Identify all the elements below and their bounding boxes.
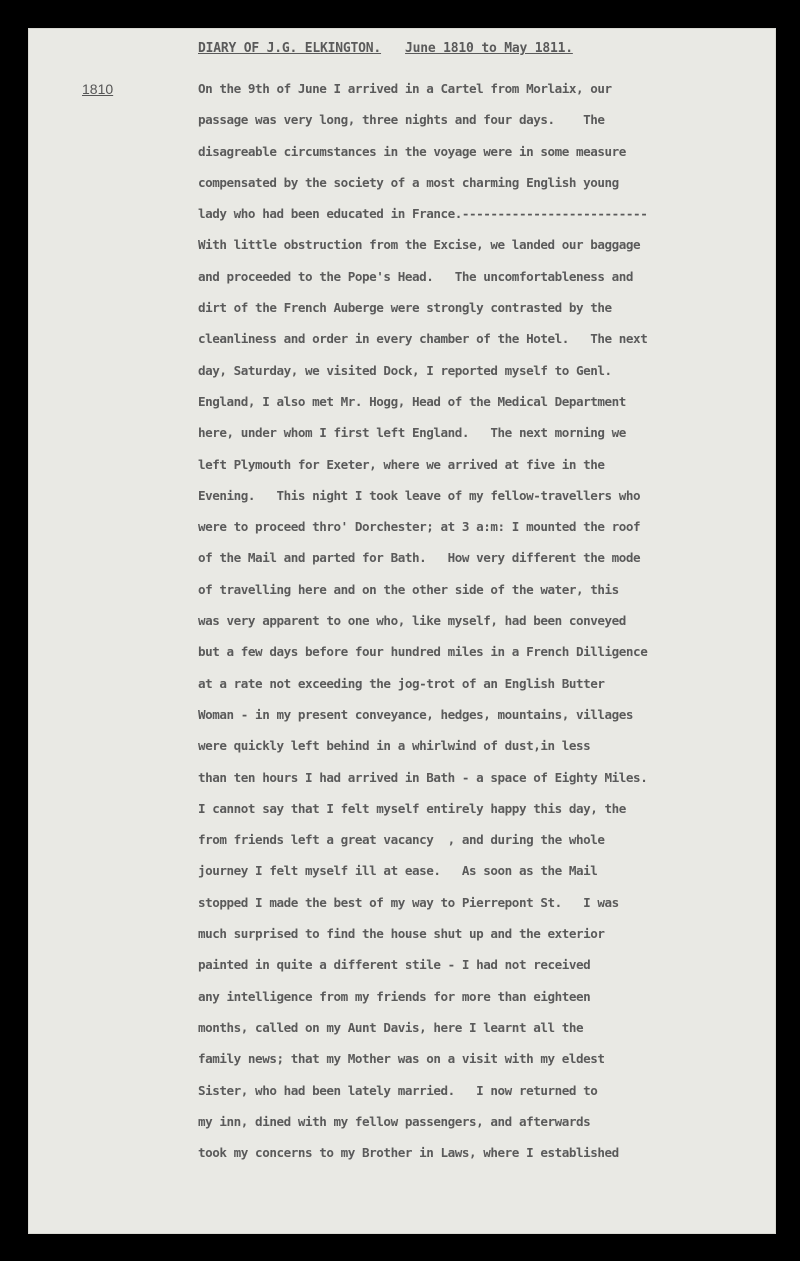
text-line: cleanliness and order in every chamber of the Hotel. The next — [198, 331, 648, 347]
text-line: On the 9th of June I arrived in a Cartel from Morlaix, our — [198, 81, 612, 96]
text-line: compensated by the society of a most charming English young — [198, 174, 619, 190]
text-line: day, Saturday, we visited Dock, I reported myself to Genl. — [198, 362, 612, 378]
text-line: at a rate not exceeding the jog-trot of an English Butter — [198, 675, 605, 691]
text-line: were to proceed thro' Dorchester; at 3 a:m: I mounted the roof — [198, 519, 641, 535]
text-line: months, called on my Aunt Davis, here I learnt all the — [198, 1019, 584, 1035]
text-line: of travelling here and on the other side of the water, this — [198, 581, 619, 597]
text-line: took my concerns to my Brother in Laws, where I established — [198, 1145, 619, 1161]
text-line: but a few days before four hundred miles in a French Dilligence — [198, 644, 648, 660]
text-line: Evening. This night I took leave of my fellow-travellers who — [198, 487, 641, 503]
text-line: and proceeded to the Pope's Head. The uncomfortableness and — [198, 268, 634, 284]
text-line: than ten hours I had arrived in Bath - a space of Eighty Miles. — [198, 769, 648, 785]
text-line: journey I felt myself ill at ease. As soon as the Mail — [198, 863, 598, 879]
text-line: Sister, who had been lately married. I now returned to — [198, 1082, 598, 1098]
text-line: dirt of the French Auberge were strongly contrasted by the — [198, 300, 612, 316]
text-line: any intelligence from my friends for more than eighteen — [198, 988, 591, 1004]
text-line: Woman - in my present conveyance, hedges, mountains, villages — [198, 706, 634, 722]
text-line: disagreable circumstances in the voyage were in some measure — [198, 143, 626, 159]
text-line: passage was very long, three nights and four days. The — [198, 112, 605, 128]
text-line: here, under whom I first left England. The next morning we — [198, 425, 626, 441]
text-line: from friends left a great vacancy , and during the whole — [198, 832, 605, 848]
text-line: England, I also met Mr. Hogg, Head of the Medical Department — [198, 393, 626, 409]
text-line: was very apparent to one who, like myself, had been conveyed — [198, 613, 626, 629]
diary-body — [198, 81, 718, 1176]
text-line: painted in quite a different stile - I had not received — [198, 957, 591, 973]
text-line: were quickly left behind in a whirlwind of dust,in less — [198, 738, 591, 754]
text-line: stopped I made the best of my way to Pierrepont St. I was — [198, 894, 619, 910]
text-line: of the Mail and parted for Bath. How very different the mode — [198, 550, 641, 566]
text-line: lady who had been educated in France.-------------------------- — [198, 206, 648, 222]
diary-author: DIARY OF J.G. ELKINGTON. — [198, 41, 382, 56]
text-line: With little obstruction from the Excise, we landed our baggage — [198, 237, 641, 253]
text-line: I cannot say that I felt myself entirely happy this day, the — [198, 800, 626, 816]
text-line: much surprised to find the house shut up and the exterior — [198, 926, 605, 942]
text-line: left Plymouth for Exeter, where we arrived at five in the — [198, 456, 605, 472]
page-header — [198, 41, 573, 56]
text-line: family news; that my Mother was on a visit with my eldest — [198, 1051, 605, 1067]
margin-year: 1810 — [82, 81, 114, 97]
diary-date-range: June 1810 to May 1811. — [405, 41, 573, 56]
text-line: my inn, dined with my fellow passengers, and afterwards — [198, 1113, 591, 1129]
